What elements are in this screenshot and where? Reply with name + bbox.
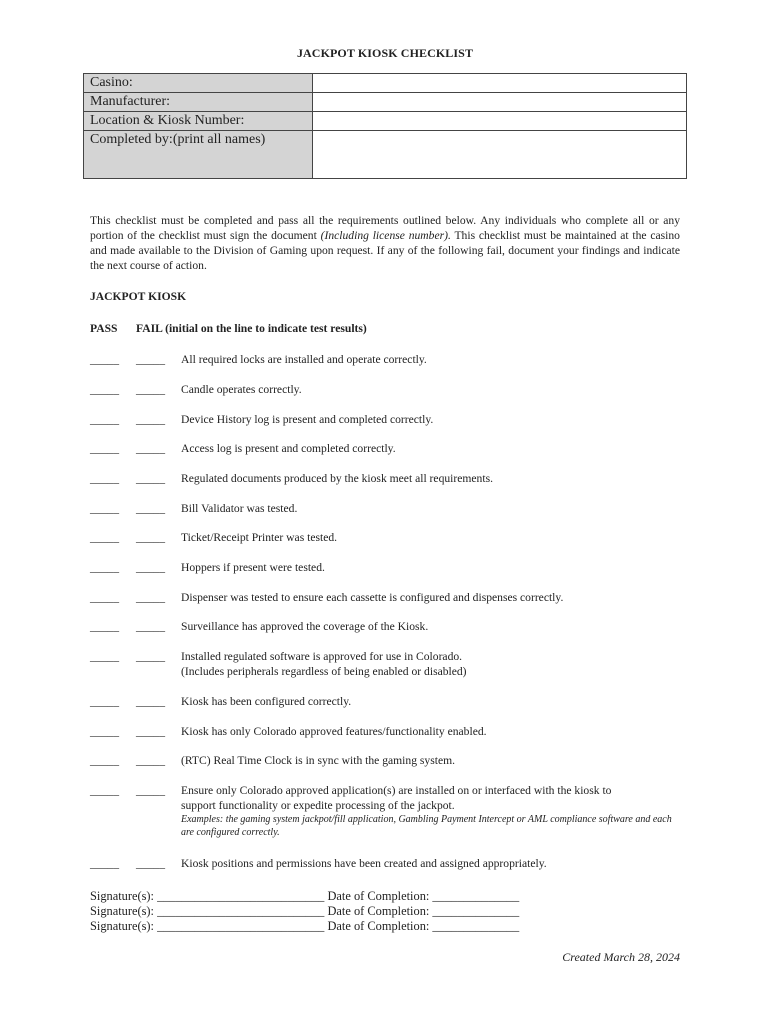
item-text: Regulated documents produced by the kiosk meet all requirements. — [181, 472, 493, 485]
pass-blank[interactable]: _____ — [90, 561, 119, 574]
info-label: Manufacturer: — [84, 93, 313, 112]
item-text: All required locks are installed and operate correctly. — [181, 353, 427, 366]
pass-blank[interactable]: _____ — [90, 620, 119, 633]
info-label: Location & Kiosk Number: — [84, 112, 313, 131]
fail-blank[interactable]: _____ — [136, 591, 165, 604]
item-text: Kiosk has been configured correctly. — [181, 695, 352, 708]
fail-blank[interactable]: _____ — [136, 784, 165, 797]
signature-line[interactable]: Signature(s): ___________________________ Date of Completion: ______________ — [90, 889, 520, 903]
created-date: Created March 28, 2024 — [562, 950, 680, 964]
fail-blank[interactable]: _____ — [136, 857, 165, 870]
item-text-block — [181, 649, 686, 679]
info-row-location — [84, 112, 687, 131]
intro-text-2: This checklist must be maintained at the casino and made available to the Division of Gaming upon request. If any of the following fail, document your findings and indicate the next course of action. — [90, 229, 680, 272]
pass-blank[interactable]: _____ — [90, 383, 119, 396]
item-text: Access log is present and completed correctly. — [181, 442, 396, 455]
fail-blank[interactable]: _____ — [136, 754, 165, 767]
pass-header: PASS — [90, 322, 118, 335]
item-text: Surveillance has approved the coverage of the Kiosk. — [181, 620, 429, 633]
fail-blank[interactable]: _____ — [136, 695, 165, 708]
fail-blank[interactable]: _____ — [136, 353, 165, 366]
info-value-field[interactable] — [313, 74, 687, 93]
info-table — [83, 73, 687, 179]
item-text: (RTC) Real Time Clock is in sync with the gaming system. — [181, 754, 456, 767]
pass-blank[interactable]: _____ — [90, 784, 119, 797]
item-text: Kiosk positions and permissions have been created and assigned appropriately. — [181, 857, 547, 870]
pass-blank[interactable]: _____ — [90, 695, 119, 708]
fail-blank[interactable]: _____ — [136, 650, 165, 663]
item-text: Dispenser was tested to ensure each cassette is configured and dispenses correctly. — [181, 591, 564, 604]
pass-blank[interactable]: _____ — [90, 591, 119, 604]
fail-blank[interactable]: _____ — [136, 472, 165, 485]
item-text: Device History log is present and completed correctly. — [181, 413, 434, 426]
item-text: Candle operates correctly. — [181, 383, 302, 396]
info-label: Completed by:(print all names) — [84, 131, 313, 179]
pass-blank[interactable]: _____ — [90, 857, 119, 870]
info-value-field[interactable] — [313, 131, 687, 179]
signature-block — [90, 889, 519, 934]
item-text: Bill Validator was tested. — [181, 502, 298, 515]
intro-text: This checklist must be completed and pass all the requirements outlined below. Any individuals who complete all or any portion of the checklist must sign the document — [90, 214, 680, 242]
pass-blank[interactable]: _____ — [90, 754, 119, 767]
section-title: JACKPOT KIOSK — [90, 290, 187, 303]
pass-blank[interactable]: _____ — [90, 442, 119, 455]
info-row-completed-by — [84, 131, 687, 179]
pass-blank[interactable]: _____ — [90, 531, 119, 544]
fail-blank[interactable]: _____ — [136, 383, 165, 396]
pass-blank[interactable]: _____ — [90, 413, 119, 426]
document-title: JACKPOT KIOSK CHECKLIST — [296, 46, 474, 60]
info-label: Casino: — [84, 74, 313, 93]
fail-blank[interactable]: _____ — [136, 725, 165, 738]
pass-blank[interactable]: _____ — [90, 502, 119, 515]
fail-blank[interactable]: _____ — [136, 413, 165, 426]
info-value-field[interactable] — [313, 93, 687, 112]
fail-blank[interactable]: _____ — [136, 531, 165, 544]
item-text: Ticket/Receipt Printer was tested. — [181, 531, 338, 544]
item-text: Hoppers if present were tested. — [181, 561, 325, 574]
item-text: Kiosk has only Colorado approved features/functionality enabled. — [181, 725, 487, 738]
item-text-line-2: support functionality or expedite processing of the jackpot. — [181, 799, 455, 812]
info-value-field[interactable] — [313, 112, 687, 131]
pass-blank[interactable]: _____ — [90, 472, 119, 485]
item-example: Examples: the gaming system jackpot/fill application, Gambling Payment Intercept or AML compliance software and each are configured correctly. — [181, 814, 672, 838]
item-text: Installed regulated software is approved for use in Colorado. — [181, 650, 463, 663]
item-text: Ensure only Colorado approved application(s) are installed on or interfaced with the kiosk to — [181, 784, 612, 797]
intro-paragraph — [90, 213, 680, 273]
info-row-casino — [84, 74, 687, 93]
fail-header: FAIL (initial on the line to indicate test results) — [136, 322, 367, 335]
signature-line[interactable]: Signature(s): ___________________________ Date of Completion: ______________ — [90, 904, 520, 918]
intro-italic: (Including license number). — [320, 229, 451, 242]
fail-blank[interactable]: _____ — [136, 620, 165, 633]
pass-blank[interactable]: _____ — [90, 725, 119, 738]
fail-blank[interactable]: _____ — [136, 561, 165, 574]
pass-blank[interactable]: _____ — [90, 353, 119, 366]
checklist-header — [90, 322, 367, 335]
info-row-manufacturer — [84, 93, 687, 112]
fail-blank[interactable]: _____ — [136, 502, 165, 515]
fail-blank[interactable]: _____ — [136, 442, 165, 455]
item-text-line-2: (Includes peripherals regardless of being enabled or disabled) — [181, 665, 467, 678]
pass-blank[interactable]: _____ — [90, 650, 119, 663]
item-text-block — [181, 783, 686, 839]
signature-line[interactable]: Signature(s): ___________________________ Date of Completion: ______________ — [90, 919, 520, 933]
